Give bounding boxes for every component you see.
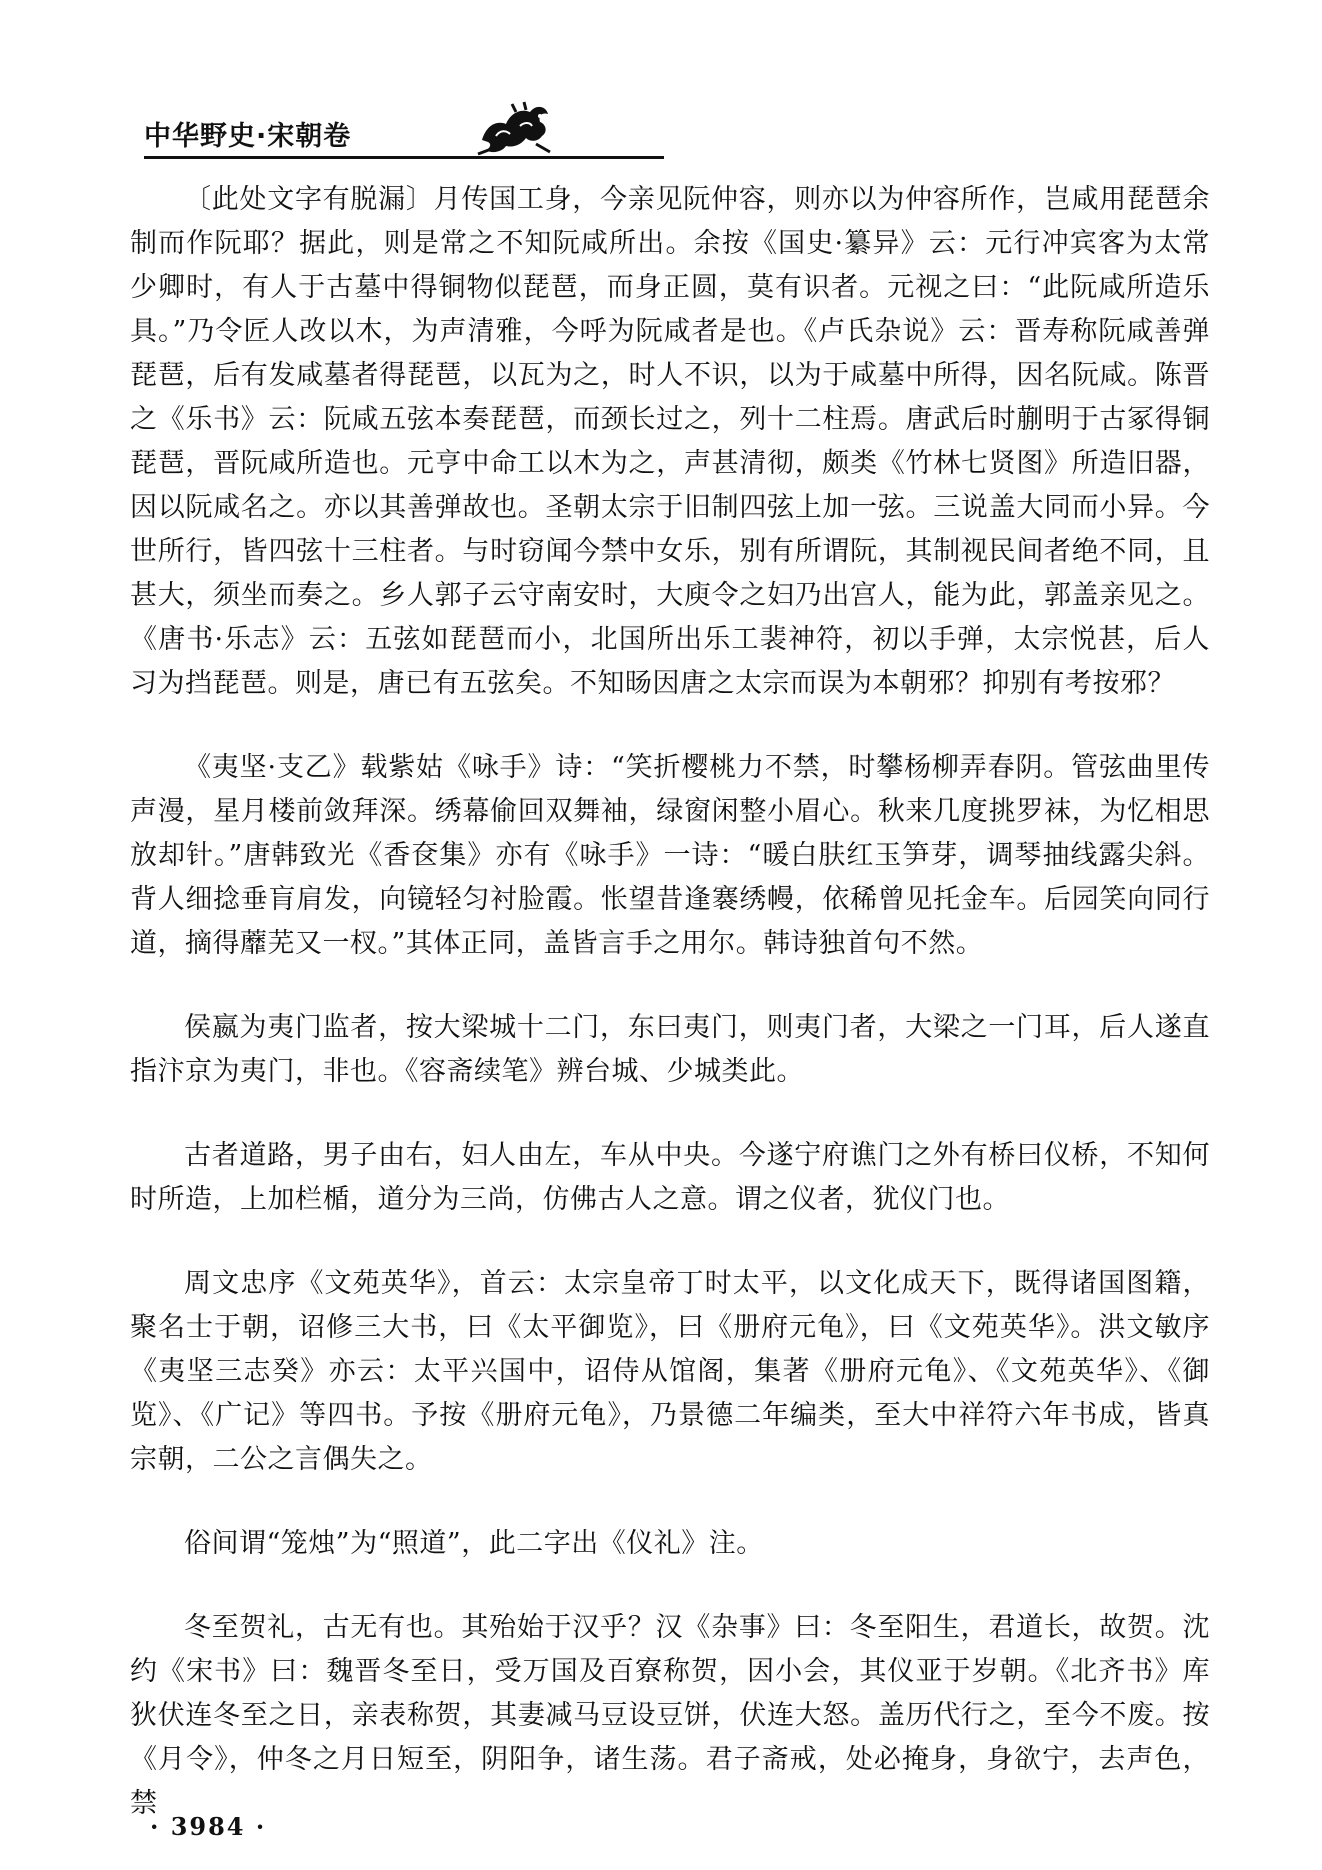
paragraph: 俗间谓“笼烛”为“照道”，此二字出《仪礼》注。 [184,1528,764,1559]
body-text [130,178,1210,1826]
dragon-icon [476,96,554,160]
paragraph: 《夷坚·支乙》载紫姑《咏手》诗：“笑折樱桃力不禁，时攀杨柳弄春阴。管弦曲里传声漫，星月楼前敛拜深。绣幕偷回双舞袖，绿窗闲整小眉心。秋来几度挑罗袜，为忆相思放却针。”唐韩致光《香奁集》亦有《咏手》一诗：“暖白肤红玉笋芽，调琴抽线露尖斜。背人细捻垂肓肩发，向镜轻匀衬脸霞。怅望昔逢褰绣幔，依稀曾见托金车。后园笑向同行道，摘得蘼芜又一杈。”其体正同，盖皆言手之用尔。韩诗独首句不然。 [130,752,1210,959]
paragraph: 周文忠序《文苑英华》，首云：太宗皇帝丁时太平，以文化成天下，既得诸国图籍，聚名士于朝，诏修三大书，曰《太平御览》，曰《册府元龟》，曰《文苑英华》。洪文敏序《夷坚三志癸》亦云：太平兴国中，诏侍从馆阁，集著《册府元龟》、《文苑英华》、《御览》、《广记》等四书。予按《册府元龟》，乃景德二年编类，至大中祥符六年书成，皆真宗朝，二公之言偶失之。 [130,1268,1210,1475]
running-header-title: 中华野史·宋朝卷 [144,121,352,152]
header-rule [144,156,664,159]
paragraph: 〔此处文字有脱漏〕月传国工身，今亲见阮仲容，则亦以为仲容所作，岂咸用琵琶余制而作阮耶？据此，则是常之不知阮咸所出。余按《国史·纂异》云：元行冲宾客为太常少卿时，有人于古墓中得铜物似琵琶，而身正圆，莫有识者。元视之曰：“此阮咸所造乐具。”乃令匠人改以木，为声清雅，今呼为阮咸者是也。《卢氏杂说》云：晋寿称阮咸善弹琵琶，后有发咸墓者得琵琶，以瓦为之，时人不识，以为于咸墓中所得，因名阮咸。陈晋之《乐书》云：阮咸五弦本奏琵琶，而颈长过之，列十二柱焉。唐武后时蒯明于古冢得铜琵琶，晋阮咸所造也。元亨中命工以木为之，声甚清彻，颇类《竹林七贤图》所造旧器，因以阮咸名之。亦以其善弹故也。圣朝太宗于旧制四弦上加一弦。三说盖大同而小异。今世所行，皆四弦十三柱者。与时窃闻今禁中女乐，别有所谓阮，其制视民间者绝不同，且甚大，须坐而奏之。乡人郭子云守南安时，大庾令之妇乃出宫人，能为此，郭盖亲见之。《唐书·乐志》云：五弦如琵琶而小，北国所出乐工裴神符，初以手弹，太宗悦甚，后人习为挡琵琶。则是，唐已有五弦矣。不知旸因唐之太宗而误为本朝邪？抑别有考按邪？ [130,184,1210,699]
paragraph: 古者道路，男子由右，妇人由左，车从中央。今遂宁府谯门之外有桥曰仪桥，不知何时所造，上加栏楯，道分为三尚，仿佛古人之意。谓之仪者，犹仪门也。 [130,1140,1210,1215]
paragraph: 冬至贺礼，古无有也。其殆始于汉乎？汉《杂事》曰：冬至阳生，君道长，故贺。沈约《宋书》曰：魏晋冬至日，受万国及百寮称贺，因小会，其仪亚于岁朝。《北齐书》库狄伏连冬至之日，亲表称贺，其妻减马豆设豆饼，伏连大怒。盖历代行之，至今不废。按《月令》，仲冬之月日短至，阴阳争，诸生荡。君子斋戒，处必掩身，身欲宁，去声色，禁 [130,1612,1210,1819]
page-number: · 3984 · [150,1812,267,1841]
paragraph: 侯嬴为夷门监者，按大梁城十二门，东曰夷门，则夷门者，大梁之一门耳，后人遂直指汴京为夷门，非也。《容斋续笔》辨台城、少城类此。 [130,1012,1210,1087]
